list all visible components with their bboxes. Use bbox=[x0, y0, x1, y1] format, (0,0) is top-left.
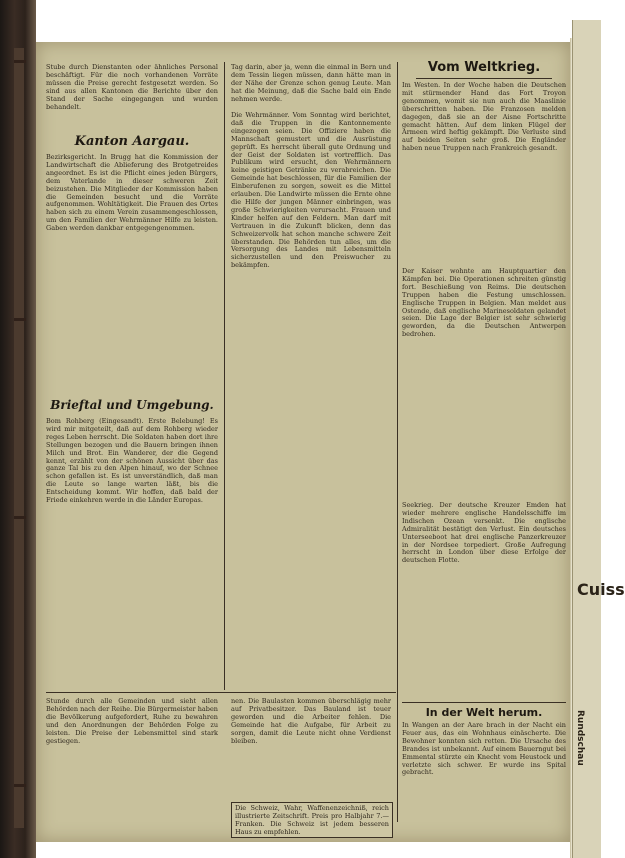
next-page-edge bbox=[572, 20, 625, 858]
side-ad-title: Cuiss bbox=[577, 580, 625, 599]
col3-western-front-text: Im Westen. In der Woche haben die Deutschen mit stürmender Hand das Fort Troyon genommen, womit sie nun auch die Maaslinie überschritten haben. Die Franzosen melden dagegen, daß sie an der Aisne Fortschritte gemacht hätten. Auf dem linken Flügel der Armeen wird heftig gekämpft. Die Verluste sind auf beiden Seiten sehr groß. Die Engländer haben neue Truppen nach Frankreich gesandt. bbox=[402, 81, 566, 153]
bottom-left-text: Stunde durch alle Gemeinden und sieht allen Behörden nach der Reihe. Die Bürgermeister haben die Bevölkerung aufgefordert, Ruhe zu bewahren und den Anordnungen der Behörden Folge zu leisten. Die Preise der Lebensmittel sind stark gestiegen. bbox=[46, 697, 218, 745]
horizontal-rule bbox=[46, 692, 396, 693]
side-ad-subtitle: Rundschau bbox=[575, 710, 585, 766]
page-stack-edge bbox=[570, 38, 572, 858]
spine-mark bbox=[14, 60, 26, 63]
spine-edge bbox=[14, 48, 24, 828]
magazine-advertisement bbox=[231, 802, 393, 838]
newspaper-page bbox=[36, 42, 570, 842]
col3-war-news-text: Der Kaiser wohnte am Hauptquartier den Kämpfen bei. Die Operationen schreiten günstig fort. Beschießung von Reims. Die deutschen Truppen haben die Festung umschlossen. Englische Truppen in Belgien. Man meldet aus Ostende, daß englische Marinesoldaten gelandet seien. Die Lage der Belgier ist sehr schwierig geworden, da die Deutschen Antwerpen bedrohen. bbox=[402, 267, 566, 339]
col3-naval-war-text: Seekrieg. Der deutsche Kreuzer Emden hat wieder mehrere englische Handelsschiffe im Indischen Ozean versenkt. Die englische Admiralität bestätigt den Verlust. Ein deutsches Unterseeboot hat drei englische Panzerkreuzer in der Nordsee torpediert. Große Aufregung herrscht in London über diese Erfolge der deutschen Flotte. bbox=[402, 501, 566, 565]
spine-mark bbox=[14, 784, 26, 787]
column-rule bbox=[224, 62, 225, 690]
spine-mark bbox=[14, 516, 26, 519]
magazine-ad-text: Die Schweiz, Wahr, Waffenenzeichniß, reich illustrierte Zeitschrift. Preis pro Halbjahr 7.— Franken. Die Schweiz ist jedem besseren Haus zu empfehlen. bbox=[235, 804, 389, 836]
spine-mark bbox=[14, 318, 26, 321]
headline-weltkrieg: Vom Weltkrieg. bbox=[427, 60, 541, 75]
bottom-mid-text: nen. Die Baulasten kommen überschlägig mehr auf Privatbesitzer. Das Bauland ist teuer geworden und die Arbeiter fehlen. Die Gemeinde hat die Aufgabe, für Arbeit zu sorgen, damit die Leute nicht ohne Verdienst bleiben. bbox=[231, 697, 391, 745]
headline-welt-herum: In der Welt herum. bbox=[425, 706, 543, 719]
col1-local-news-text: Bom Rohberg (Eingesandt). Erste Belebung! Es wird mir mitgeteilt, daß auf dem Rohberg wieder reges Leben herrscht. Die Soldaten haben dort ihre Stellungen bezogen und die Bauern bringen ihnen Milch und Brot. Ein Wanderer, der die Gegend kennt, erzählt von der schönen Aussicht über das ganze Tal bis zu den Alpen hinauf, wo der Schnee schon gefallen ist. Es ist unverständlich, daß man die Leute so lange warten läßt, bis die Entscheidung kommt. Wir hoffen, daß bald der Friede einkehren werde in die Länder Europas. bbox=[46, 417, 218, 505]
section-rule bbox=[402, 702, 566, 703]
column-rule bbox=[397, 62, 398, 822]
col2-intro-text: Tag darin, aber ja, wenn die einmal in Bern und dem Tessin liegen müssen, dann hätte man in der Nähe der Grenze schon genug Leute. Man hat die Meinung, daß die Sache bald ein Ende nehmen werde. bbox=[231, 63, 391, 103]
headline-brieftal: Brieftal und Umgebung. bbox=[50, 398, 214, 412]
col1-article-text: Bezirksgericht. In Brugg hat die Kommission der Landwirtschaft die Ablieferung des Brotgetreides angeordnet. Es ist die Pflicht eines jeden Bürgers, dem Vaterlande in dieser schweren Zeit beizustehen. Die Mitglieder der Kommission haben die Gemeinden besucht und die Vorräte aufgenommen. Wohltätigkeit. Die Frauen des Ortes haben sich zu einem Verein zusammengeschlossen, um den Familien der Wehrmänner Hilfe zu leisten. Gaben werden dankbar entgegengenommen. bbox=[46, 153, 218, 233]
col2-article-text: Die Wehrmänner. Vom Sonntag wird berichtet, daß die Truppen in die Kantonnemente eingezogen seien. Die Offiziere haben die Mannschaft gemustert und die Ausrüstung geprüft. Es herrscht überall gute Ordnung und der Geist der Soldaten ist vortrefflich. Das Publikum wird ersucht, den Wehrmännern keine geistigen Getränke zu verabreichen. Die Gemeinde hat beschlossen, für die Familien der Einberufenen zu sorgen, soweit es die Mittel erlauben. Die Landwirte müssen die Ernte ohne die Hilfe der jungen Männer einbringen, was große Schwierigkeiten verursacht. Frauen und Kinder helfen auf den Feldern. Man darf mit Vertrauen in die Zukunft blicken, denn das Schweizervolk hat schon manche schwere Zeit überstanden. Die Behörden tun alles, um die Versorgung des Landes mit Lebensmitteln sicherzustellen und den Preiswucher zu bekämpfen. bbox=[231, 111, 391, 270]
headline-underline bbox=[416, 78, 552, 79]
headline-kanton-aargau: Kanton Aargau. bbox=[74, 134, 190, 149]
book-binding bbox=[0, 0, 36, 858]
col1-intro-text: Stube durch Dienstanten oder ähnliches Personal beschäftigt. Für die noch vorhandenen Vorräte müssen die Preise gerecht festgesetzt werden. So sind aus allen Kantonen die Berichte über den Stand der Sache eingegangen und wurden behandelt. bbox=[46, 63, 218, 111]
col3-misc-news-text: In Wangen an der Aare brach in der Nacht ein Feuer aus, das ein Wohnhaus einäscherte. Die Bewohner konnten sich retten. Die Ursache des Brandes ist unbekannt. Auf einem Bauerngut bei Emmental stürzte ein Knecht vom Heustock und verletzte sich schwer. Er wurde ins Spital gebracht. bbox=[402, 721, 566, 777]
